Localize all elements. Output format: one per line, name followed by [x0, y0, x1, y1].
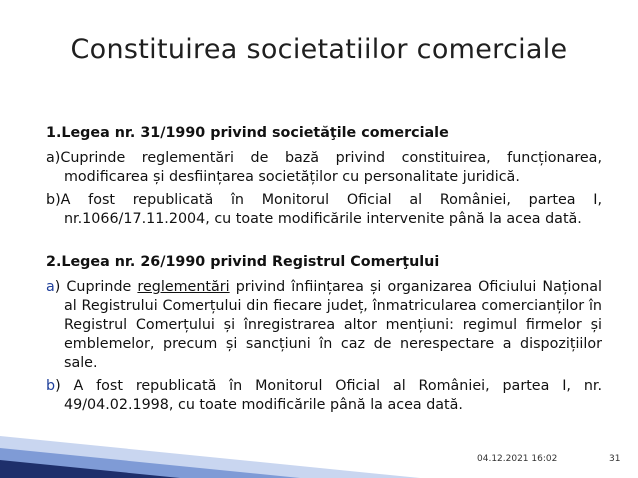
footer-date: 04.12.2021 16:02 — [477, 454, 558, 464]
section1-heading: 1.Legea nr. 31/1990 privind societăţile comerciale — [46, 125, 449, 141]
section-spacer — [46, 233, 602, 253]
slide-title: Constituirea societatiilor comerciale — [70, 34, 568, 65]
section1-item-b: b)A fost republicată în Monitorul Oficial al României, partea I, nr.1066/17.11.2004, cu toate modificările intervenite până la acea dată. — [46, 192, 602, 227]
reglementari-link[interactable]: reglementări — [137, 279, 230, 295]
section2-item-a-post: privind înființarea și organizarea Oficiului Național al Registrului Comerțului din fiecare județ, înmatricularea comercianților în Registrul Comerțului și înregistrarea altor mențiuni: regimul firmelor și emblemelor, precum și sancțiuni în caz de nerespectare a dispozițiilor sale. — [64, 279, 602, 371]
section2-item-b — [46, 377, 602, 415]
section1-item-a: a)Cuprinde reglementări de bază privind constituirea, funcționarea, modificarea și desființarea societăților cu personalitate juridică. — [46, 150, 602, 185]
section2-item-b-text: ) A fost republicată în Monitorul Oficial al României, partea I, nr. 49/04.02.1998, cu toate modificările până la acea dată. — [55, 378, 602, 413]
section2-heading: 2.Legea nr. 26/1990 privind Registrul Comerţului — [46, 254, 440, 270]
section2-item-a-pre: ) Cuprinde — [54, 279, 138, 295]
section2-item-b-label: b — [46, 378, 56, 394]
section2-item-a-label: a — [46, 279, 55, 295]
page-number: 31 — [609, 454, 621, 464]
slide-body — [46, 124, 602, 419]
section2-item-a — [46, 278, 602, 373]
